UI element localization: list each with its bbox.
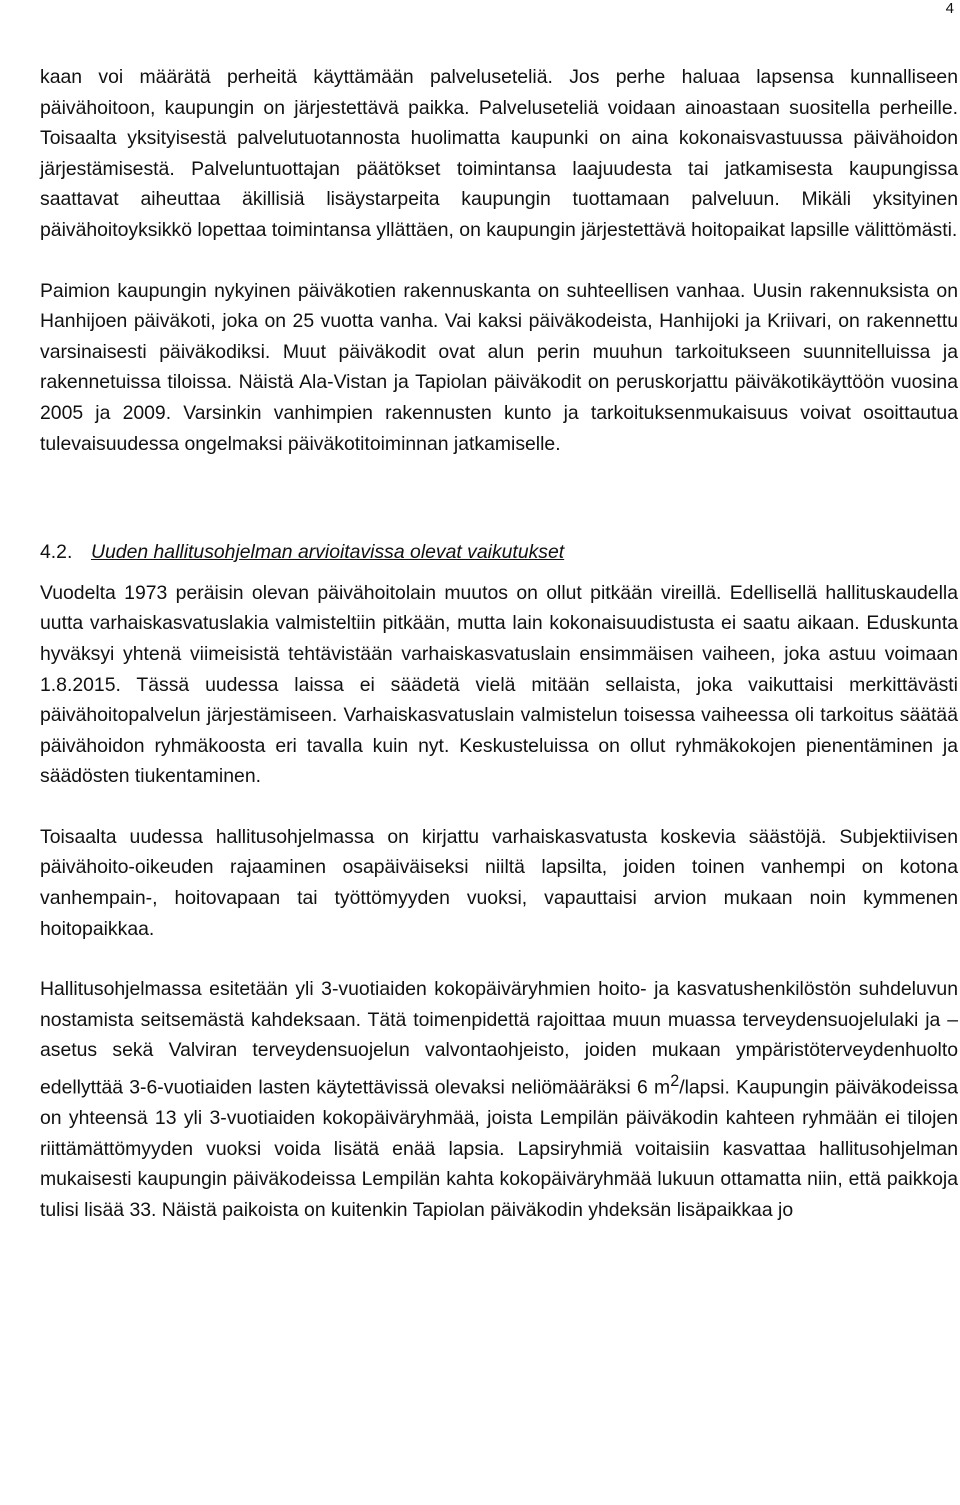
document-body	[40, 62, 958, 1225]
staff-ratio-text-start: Hallitusohjelmassa esitetään yli 3-vuotiaiden kokopäiväryhmien hoito- ja kasvatushenkilöstön suhdeluvun nostamista seitsemästä kahdeksaan. Tätä toimenpidettä rajoittaa muun muassa terveydensuojelulaki ja –asetus sekä Valviran terveydensuojelun valvontaohjeisto, joiden mukaan ympäristöterveydenhuolto edellyttää 3-6-vuotiaiden lasten käytettävissä olevaksi neliömääräksi 6 m	[40, 978, 958, 1099]
staff-ratio-text-end: /lapsi. Kaupungin päiväkodeissa on yhteensä 13 yli 3-vuotiaiden kokopäiväryhmää, joista Lempilän päiväkodin kahteen ryhmään ei tilojen riittämättömyyden vuoksi voida lisätä enää lapsia. Lapsiryhmiä voitaisiin kasvattaa hallitusohjelman mukaisesti kaupungin päiväkodeissa Lempilän kahta kokopäiväryhmää lukuun ottamatta niin, että paikkoja tulisi lisää 33. Näistä paikoista on kuitenkin Tapiolan päiväkodin yhdeksän lisäpaikkaa jo	[40, 1076, 959, 1221]
section-number: 4.2.	[40, 541, 73, 564]
section-title: Uuden hallitusohjelman arvioitavissa olevat vaikutukset	[91, 541, 565, 564]
paragraph-savings: Toisaalta uudessa hallitusohjelmassa on kirjattu varhaiskasvatusta koskevia säästöjä. Subjektiivisen päivähoito-oikeuden rajaaminen osapäiväiseksi niiltä lapsilta, joiden toinen vanhempi on kotona vanhempain-, hoitovapaan tai työttömyyden vuoksi, vapauttaisi arvion mukaan noin kymmenen hoitopaikkaa.	[40, 825, 958, 940]
section-heading	[40, 537, 958, 568]
superscript-squared: 2	[670, 1072, 680, 1091]
paragraph-service-vouchers: kaan voi määrätä perheitä käyttämään palveluseteliä. Jos perhe haluaa lapsensa kunnalliseen päivähoitoon, kaupungin on järjestettävä paikka. Palveluseteliä voidaan ainoastaan suositella perheille. Toisaalta yksityisestä palvelutuotannosta huolimatta kaupunki on aina kokonaisvastuussa päivähoidon järjestämisestä. Palveluntuottajan päätökset toimintansa laajuudesta tai jatkamisesta kaupungissa saattavat aiheuttaa äkillisiä lisäystarpeita kaupungin tuottamaan palveluun. Mikäli yksityinen päivähoitoyksikkö lopettaa toimintansa yllättäen, on kaupungin järjestettävä hoitopaikat lapsille välittömästi.	[40, 66, 958, 241]
paragraph-building-stock: Paimion kaupungin nykyinen päiväkotien rakennuskanta on suhteellisen vanhaa. Uusin rakennuksista on Hanhijoen päiväkoti, joka on 25 vuotta vanha. Vai kaksi päiväkodeista, Hanhijoki ja Kriivari, on rakennettu varsinaisesti päiväkodiksi. Muut päiväkodit ovat alun perin muuhun tarkoitukseen suunnitelluissa ja rakennetuissa tiloissa. Näistä Ala-Vistan ja Tapiolan päiväkodit on peruskorjattu päiväkotikäyttöön vuosina 2005 ja 2009. Varsinkin vanhimpien rakennusten kunto ja tarkoituksenmukaisuus voivat osoittautua tulevaisuudessa ongelmaksi päiväkotitoiminnan jatkamiselle.	[40, 279, 958, 455]
page-number: 4	[945, 0, 954, 17]
paragraph-daycare-law: Vuodelta 1973 peräisin olevan päivähoitolain muutos on ollut pitkään vireillä. Edellisellä hallituskaudella uutta varhaiskasvatuslakia valmisteltiin pitkään, mutta lain kokonaisuudistusta ei saatu aikaan. Eduskunta hyväksyi yhtenä viimeisistä tehtävistään varhaiskasvatuslain ensimmäisen vaiheen, joka astuu voimaan 1.8.2015. Tässä uudessa laissa ei säädetä vielä mitään sellaista, joka vaikuttaisi merkittävästi päivähoitopalvelun järjestämiseen. Varhaiskasvatuslain valmistelun toisessa vaiheessa oli tarkoitus säätää päivähoidon ryhmäkoosta eri tavalla kuin nyt. Keskusteluissa on ollut ryhmäkokojen pienentäminen ja säädösten tiukentaminen.	[40, 581, 958, 788]
paragraph-staff-ratio	[40, 974, 958, 1225]
